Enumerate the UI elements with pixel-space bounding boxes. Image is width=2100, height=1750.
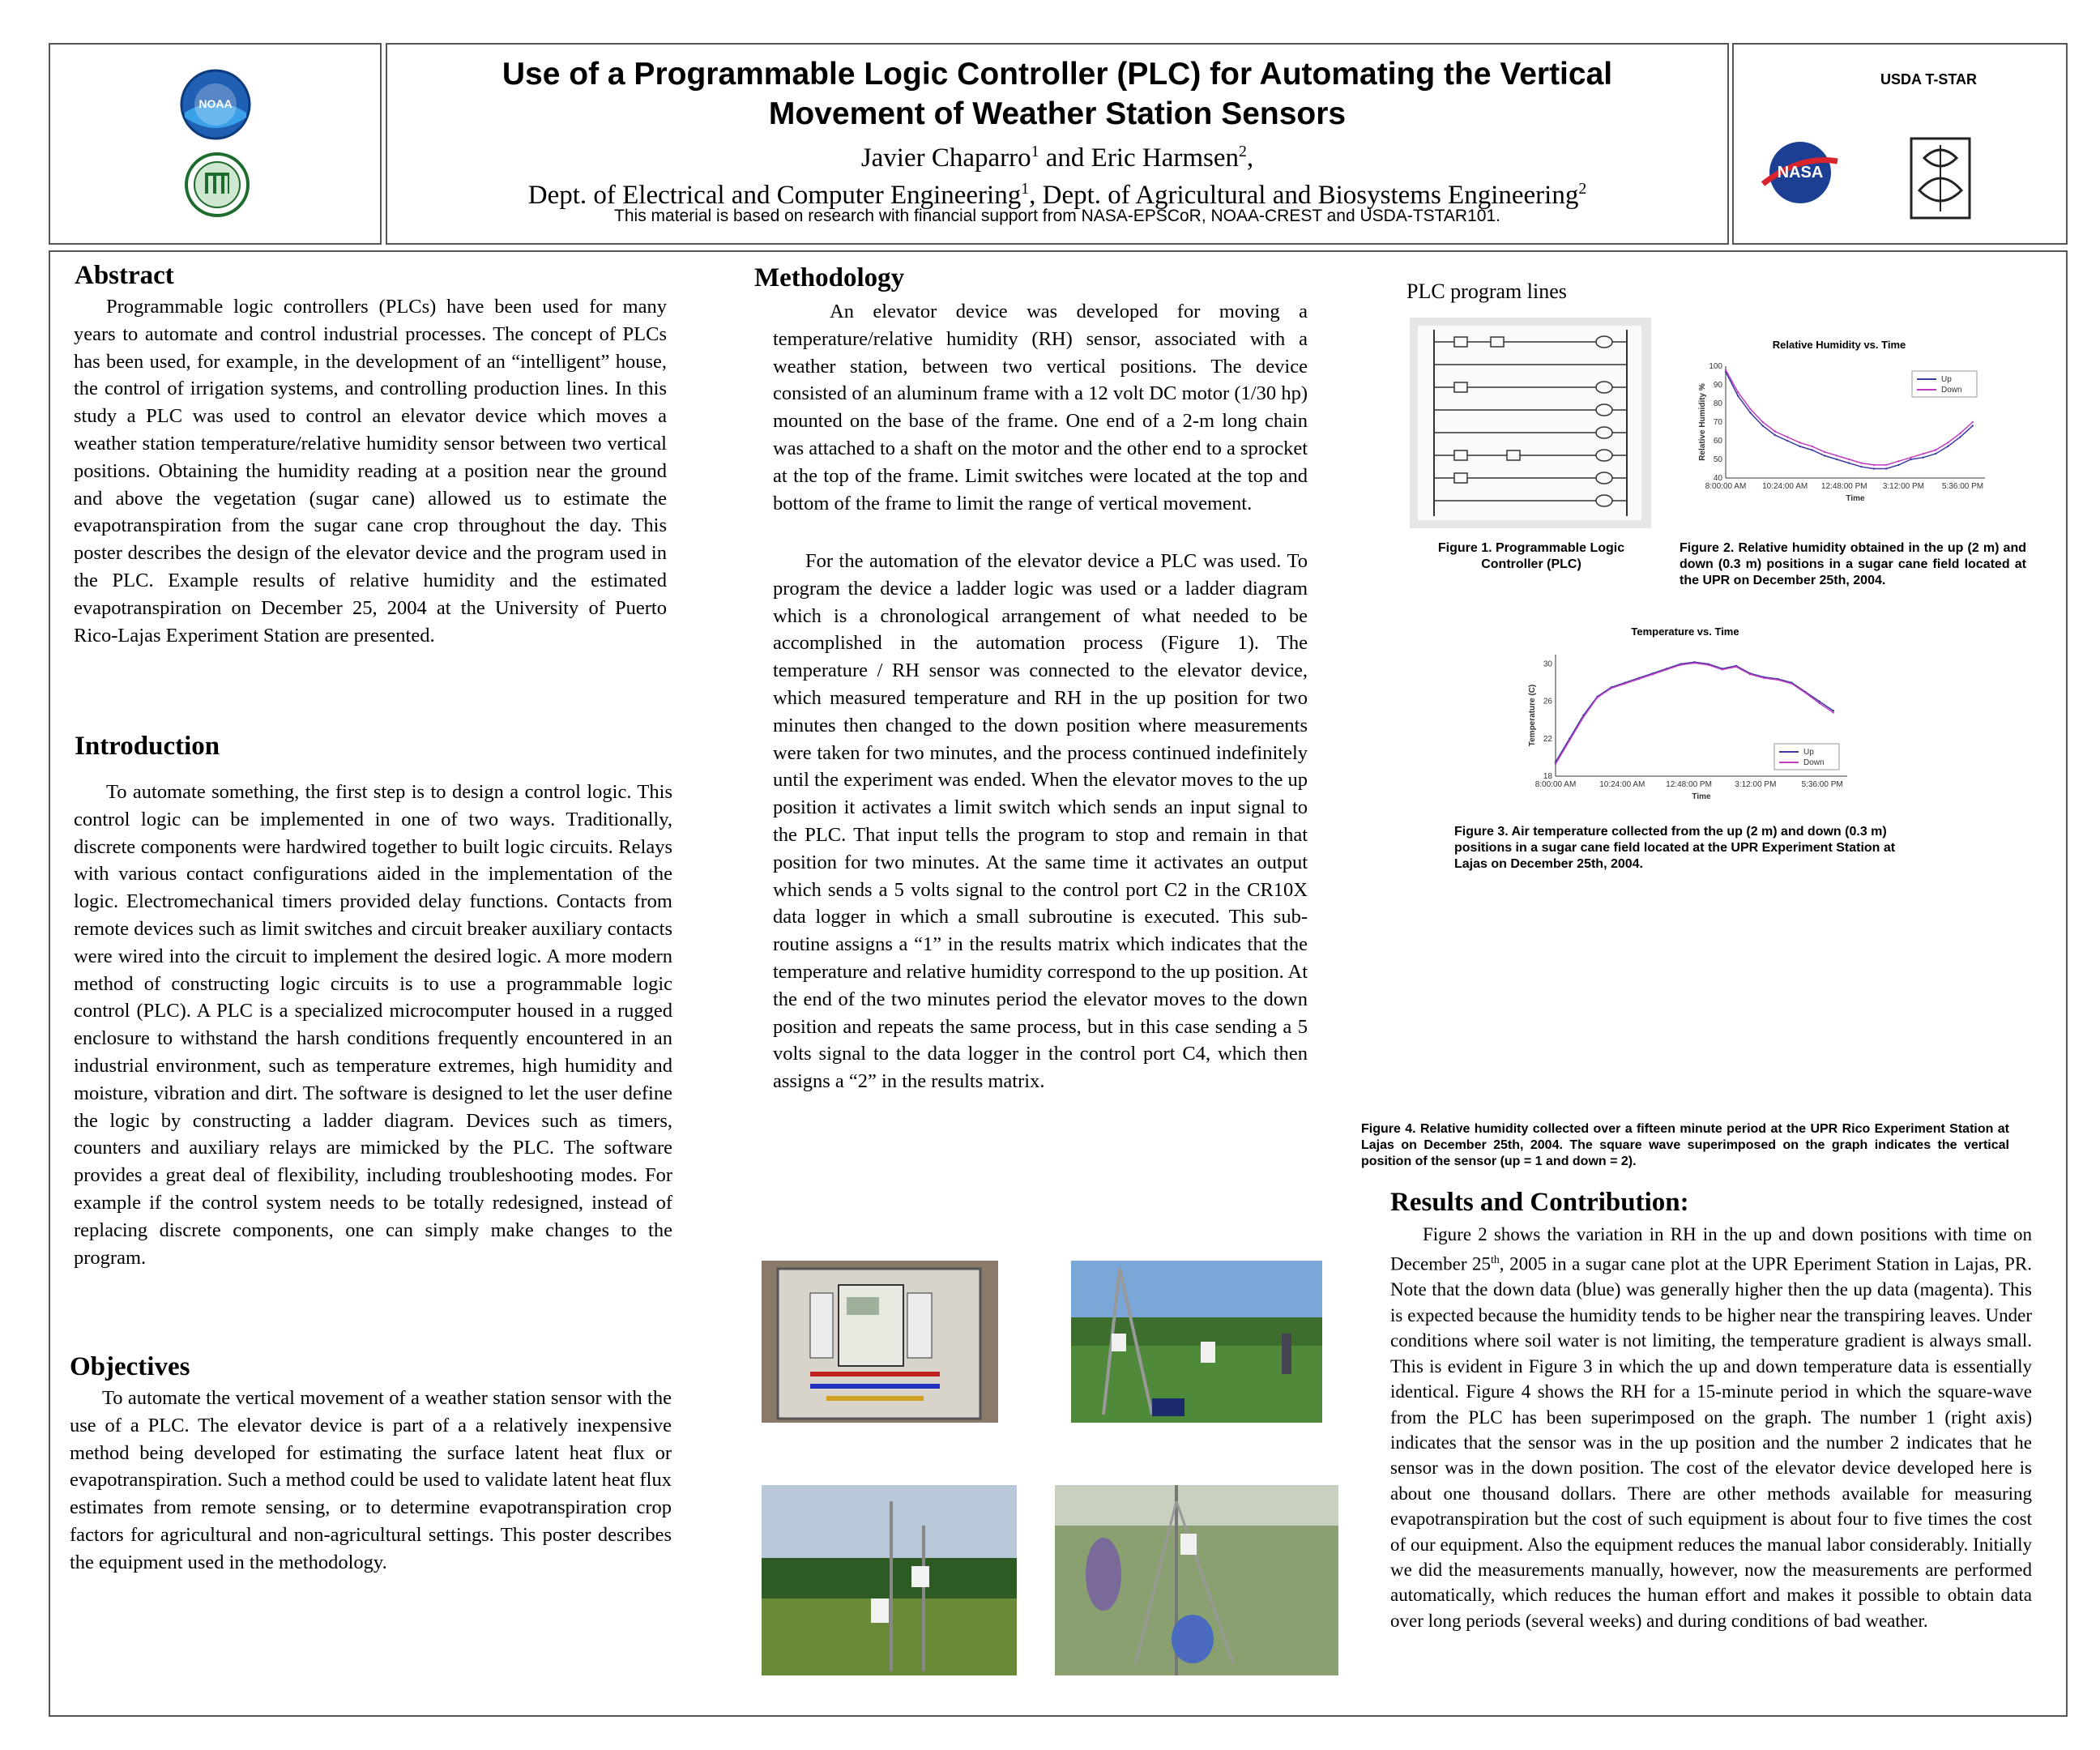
- chart3-point: [1791, 683, 1792, 685]
- chart3-ylabel: Temperature (C): [1528, 684, 1537, 747]
- author-1: Javier Chaparro: [860, 143, 1031, 173]
- author-2-affiliation: 2: [1239, 143, 1247, 160]
- chart2-point: [1873, 464, 1875, 466]
- chart3-point: [1652, 673, 1654, 675]
- chart3-point: [1624, 683, 1626, 685]
- chart3-point: [1638, 678, 1640, 680]
- chart2-point: [1972, 425, 1974, 426]
- methodology-p2-body: For the automation of the elevator device a PLC was used. To program the device a ladder logic was used or a ladder diagram which is a chronological arrangement of what needed to be accomplished in the automation process (Figure 1). The temperature / RH sensor was connected to the elevator device, which measured temperature and RH in the up position for two minutes then changed to the down position where measurements were taken for two minutes, and the process continued indefinitely until the experiment was ended. When the elevator moves to the up position it activates a limit switch which sends an input signal to the PLC. That input tells the program to stop and remain in that position for two minutes. At the same time it activates an output which sends a 5 volts signal to the control port C2 in the CR10X data logger in which a small subroutine is executed. This sub-routine assigns a “1” in the results matrix which indicates that the temperature and relative humidity correspond to the up position. At the end of the two minutes period the elevator moves to the down position and repeats the same process, but in this case sending a 5 volts signal to the data logger in the control port C4, which then assigns a “2” in the results matrix.: [773, 550, 1308, 1093]
- figure-2-rh-chart: [1677, 334, 2001, 512]
- chart3-point: [1749, 673, 1751, 675]
- figure-2-caption: Figure 2. Relative humidity obtained in the up (2 m) and down (0.3 m) positions in a sugar cane field located at the UPR on December 25th, 2004.: [1680, 541, 2026, 587]
- university-seal-icon: [184, 152, 250, 218]
- results-body-end: , 2005 in a sugar cane plot at the UPR Eperiment Station in Lajas, PR. Note that the down data (blue) was generally higher then the up data (magenta). This is expected because the humidity tends to be higher near the transpiring leaves. Under conditions where soil water is not limiting, the temperature gradient is always small. This is evident in Figure 3 in which the up and down temperature data is essentially identical. Figure 4 shows the RH for a 15-minute period in which the square-wave from the PLC has been superimposed on the graph. The number 1 (right axis) indicates that the sensor was in the up position and the number 2 indicates that he sensor was in the down position. The cost of the elevator device developed here is about one thousand dollars. There are other methods available for measuring evapotranspiration but the cost of such equipment is about four to five times the cost of our equipment. Also the equipment reduces the manual labor considerably. Initially we did the measurements manually, however, now the measurements are performed automatically, which reduces the human effort and makes it possible to obtain data over long periods (several weeks) and during conditions of bad weather.: [1390, 1254, 2032, 1631]
- chart2-point: [1786, 436, 1788, 438]
- photo-installation-work: [1055, 1485, 1338, 1675]
- chart2-point: [1897, 464, 1899, 466]
- chart3-xtick: 5:36:00 PM: [1801, 780, 1843, 789]
- dept-2-sup: 2: [1578, 180, 1587, 198]
- chart2-point: [1910, 459, 1911, 460]
- chart2-point: [1860, 462, 1862, 463]
- poster-title-line2: Movement of Weather Station Sensors: [768, 96, 1347, 131]
- figure-1-ladder-diagram: [1410, 318, 1651, 528]
- chart2-point: [1774, 434, 1776, 436]
- chart2-point: [1860, 466, 1862, 467]
- introduction-body: To automate something, the first step is to design a control logic. This control logic can be implemented in one of two ways. Traditionally, discrete components were hardwired together to built logic circuits. Relays with various contact configurations aided in the implementation of the logic. Electromechanical timers provided delay functions. Contacts from remote devices such as limit switches and circuit breaker auxiliary contacts were wired into the circuit to implement the desired logic. A more modern method of constructing logic circuits is to use a programmable logic control (PLC). A PLC is a specialized microcomputer housed in a rugged enclosure to withstand the harsh conditions frequently encountered in an industrial environment, such as temperature extremes, high humidity and moisture, vibration and dirt. The software is designed to let the user define the logic by constructing a ladder diagram. Devices such as timers, counters and auxiliary relays are mimicked by the PLC. The software provides a great deal of flexibility, including troubleshooting modes. For example if the control system needs to be totally redesigned, instead of replacing discrete components, one can simply make changes to the program.: [74, 781, 672, 1269]
- header-title-box: [386, 43, 1729, 245]
- chart2-point: [1935, 453, 1936, 455]
- chart2-point: [1811, 449, 1812, 450]
- chart2-ytick: 70: [1713, 418, 1722, 427]
- chart2-legend-label: Up: [1941, 375, 1952, 384]
- figure-4-caption: Figure 4. Relative humidity collected over a fifteen minute period at the UPR Rico Experiment Station at Lajas on December 25th, 2004. The square wave superimposed on the graph indicates the vertical position of the sensor (up = 1 and down = 2).: [1361, 1122, 2009, 1168]
- chart3-point: [1555, 763, 1556, 765]
- chart2-point: [1749, 412, 1751, 413]
- photo-sensor-mast: [762, 1485, 1017, 1675]
- chart3-point: [1763, 677, 1765, 679]
- tstar-logo-icon: [1908, 134, 1973, 223]
- dept-1: Dept. of Electrical and Computer Engineering: [527, 181, 1022, 210]
- chart2-point: [1762, 425, 1764, 426]
- chart-3-title: Temperature vs. Time: [1631, 625, 1739, 638]
- departments-line: [387, 173, 1727, 211]
- chart2-point: [1910, 457, 1911, 459]
- chart2-point: [1972, 421, 1974, 423]
- methodology-heading: Methodology: [754, 263, 905, 292]
- nasa-logo-text: NASA: [1777, 164, 1824, 181]
- chart3-point: [1804, 692, 1806, 694]
- chart2-ytick: 90: [1713, 381, 1722, 390]
- chart2-point: [1749, 408, 1751, 410]
- chart2-point: [1824, 455, 1825, 456]
- noaa-logo-text: NOAA: [198, 97, 233, 110]
- chart2-point: [1897, 460, 1899, 462]
- chart3-point: [1735, 666, 1737, 668]
- chart3-ytick: 30: [1543, 659, 1552, 669]
- funding-statement: This material is based on research with financial support from NASA-EPSCoR, NOAA-CREST and USDA-TSTAR101.: [614, 207, 1500, 225]
- objectives-text: [70, 1385, 672, 1577]
- chart3-xtick: 10:24:00 AM: [1599, 780, 1645, 789]
- chart2-point: [1799, 442, 1800, 443]
- header-left-logo-box: [49, 43, 382, 245]
- chart3-point: [1777, 679, 1778, 681]
- chart2-point: [1737, 395, 1739, 397]
- noaa-logo-icon: [180, 69, 251, 140]
- chart2-point: [1836, 455, 1838, 456]
- chart3-point: [1666, 668, 1667, 670]
- chart3-xtick: 3:12:00 PM: [1735, 780, 1777, 789]
- chart2-point: [1959, 436, 1961, 438]
- chart3-point: [1582, 716, 1584, 718]
- photo-plc-enclosure: [762, 1261, 998, 1423]
- figure-1-caption: Figure 1. Programmable Logic Controller (PLC): [1437, 541, 1625, 571]
- methodology-paragraph-2: [773, 548, 1308, 1095]
- chart-2-title: Relative Humidity vs. Time: [1772, 339, 1906, 351]
- chart2-point: [1885, 464, 1887, 466]
- chart2-point: [1923, 453, 1924, 455]
- author-comma: ,: [1246, 143, 1254, 173]
- chart2-point: [1811, 446, 1812, 447]
- chart2-point: [1935, 449, 1936, 450]
- chart2-point: [1786, 440, 1788, 442]
- photo-weather-station-field: [1071, 1261, 1322, 1423]
- methodology-p1-body: An elevator device was developed for moving a temperature/relative humidity (RH) sensor, associated with a weather station, between two vertical positions. The device consisted of an aluminum frame with a 12 volt DC motor (1/30 hp) mounted on the base of the frame. One end of a 2-m long chain was attached to a shaft on the motor and the other end to a sprocket at the top of the frame. Limit switches were located at the top and bottom of the frame to limit the range of vertical movement.: [773, 301, 1308, 514]
- chart3-legend-label: Down: [1803, 758, 1825, 767]
- objectives-body: To automate the vertical movement of a weather station sensor with the use of a PLC. The elevator device is part of a a relatively inexpensive method being developed for estimating the surface latent heat flux or evapotranspiration. Such a method could be used to validate latent heat flux estimates from remote sensing, or to determine evapotranspiration crop factors for agricultural and non-agricultural settings. This poster describes the equipment used in the methodology.: [70, 1387, 672, 1573]
- chart3-point: [1569, 740, 1570, 741]
- poster-title-line1: Use of a Programmable Logic Controller (PLC) for Automating the Vertical: [502, 57, 1613, 92]
- objectives-heading: Objectives: [70, 1352, 190, 1381]
- nasa-logo-icon: [1760, 139, 1841, 207]
- chart2-xtick: 10:24:00 AM: [1762, 482, 1808, 491]
- chart2-xtick: 3:12:00 PM: [1882, 482, 1925, 491]
- abstract-text: [74, 293, 667, 649]
- chart2-point: [1762, 421, 1764, 423]
- results-heading: Results and Contribution:: [1390, 1188, 1689, 1217]
- chart3-xtick: 12:48:00 PM: [1666, 780, 1712, 789]
- chart3-point: [1610, 687, 1611, 689]
- chart3-ytick: 22: [1543, 734, 1552, 744]
- chart2-ylabel: Relative Humidity %: [1698, 383, 1707, 461]
- introduction-text: [74, 779, 672, 1271]
- figure-3-caption: Figure 3. Air temperature collected from the up (2 m) and down (0.3 m) positions in a sugar cane field located at the UPR Experiment Station at Lajas on December 25th, 2004.: [1454, 825, 1896, 871]
- chart2-point: [1885, 467, 1887, 469]
- chart2-point: [1725, 369, 1727, 370]
- chart3-legend-label: Up: [1803, 748, 1814, 757]
- chart2-point: [1848, 462, 1850, 463]
- chart3-point: [1680, 664, 1681, 665]
- chart2-point: [1836, 459, 1838, 460]
- figure-3-temp-chart: [1499, 622, 1872, 809]
- chart3-point: [1833, 711, 1834, 713]
- chart3-point: [1722, 668, 1723, 670]
- chart2-point: [1824, 451, 1825, 453]
- chart2-point: [1737, 391, 1739, 393]
- chart3-point: [1707, 664, 1709, 665]
- chart2-point: [1947, 446, 1948, 447]
- chart2-point: [1848, 459, 1850, 460]
- chart3-point: [1596, 697, 1598, 698]
- chart2-xlabel: Time: [1846, 494, 1865, 503]
- authors-line: [387, 135, 1727, 174]
- methodology-paragraph-1: [773, 298, 1308, 517]
- chart2-point: [1873, 467, 1875, 469]
- chart3-ytick: 26: [1543, 697, 1552, 706]
- introduction-heading: Introduction: [75, 732, 220, 761]
- chart2-ytick: 100: [1709, 362, 1722, 371]
- results-text: [1390, 1222, 2032, 1633]
- abstract-heading: Abstract: [75, 261, 174, 290]
- chart2-point: [1923, 457, 1924, 459]
- chart2-ytick: 80: [1713, 399, 1722, 408]
- chart2-point: [1799, 446, 1800, 447]
- chart3-xlabel: Time: [1692, 792, 1711, 801]
- chart2-point: [1959, 433, 1961, 434]
- usda-tstar-label: USDA T-STAR: [1880, 71, 1977, 88]
- chart2-ytick: 60: [1713, 437, 1722, 446]
- chart2-xtick: 5:36:00 PM: [1941, 482, 1984, 491]
- dept-2: , Dept. of Agricultural and Biosystems Engineering: [1029, 181, 1579, 210]
- chart3-point: [1819, 702, 1820, 704]
- chart2-xtick: 12:48:00 PM: [1820, 482, 1867, 491]
- chart2-ytick: 40: [1713, 474, 1722, 483]
- chart2-legend-label: Down: [1941, 386, 1962, 395]
- chart3-xtick: 8:00:00 AM: [1534, 780, 1577, 789]
- author-2: and Eric Harmsen: [1039, 143, 1240, 173]
- chart3-point: [1693, 662, 1695, 664]
- header-right-logo-box: [1732, 43, 2068, 245]
- results-body-start: Figure 2 shows the variation in RH in the up and down positions with time on December 25: [1390, 1224, 2032, 1275]
- chart2-point: [1947, 442, 1948, 443]
- chart2-ytick: 50: [1713, 455, 1722, 464]
- chart2-point: [1774, 430, 1776, 432]
- chart3-ytick: 18: [1543, 772, 1552, 781]
- abstract-body: Programmable logic controllers (PLCs) have been used for many years to automate and control industrial processes. The concept of PLCs has been used, for example, in the development of an “intelligent” house, the control of irrigation systems, and controlling production lines. In this study a PLC was used to control an elevator device which moves a weather station temperature/relative humidity sensor between two vertical positions. Obtaining the humidity reading at a position near the ground and above the vegetation (sugar cane) allowed us to estimate the evapotranspiration from the sugar cane crop throughout the day. This poster describes the design of the elevator device and the program used in the PLC. Example results of relative humidity and the estimated evapotranspiration on December 25, 2004 at the University of Puerto Rico-Lajas Experiment Station are presented.: [74, 296, 667, 647]
- author-1-affiliation: 1: [1031, 143, 1039, 160]
- dept-1-sup: 1: [1021, 180, 1030, 198]
- results-body-sup: th: [1491, 1253, 1500, 1266]
- plc-program-label: PLC program lines: [1406, 280, 1567, 303]
- chart2-xtick: 8:00:00 AM: [1705, 482, 1747, 491]
